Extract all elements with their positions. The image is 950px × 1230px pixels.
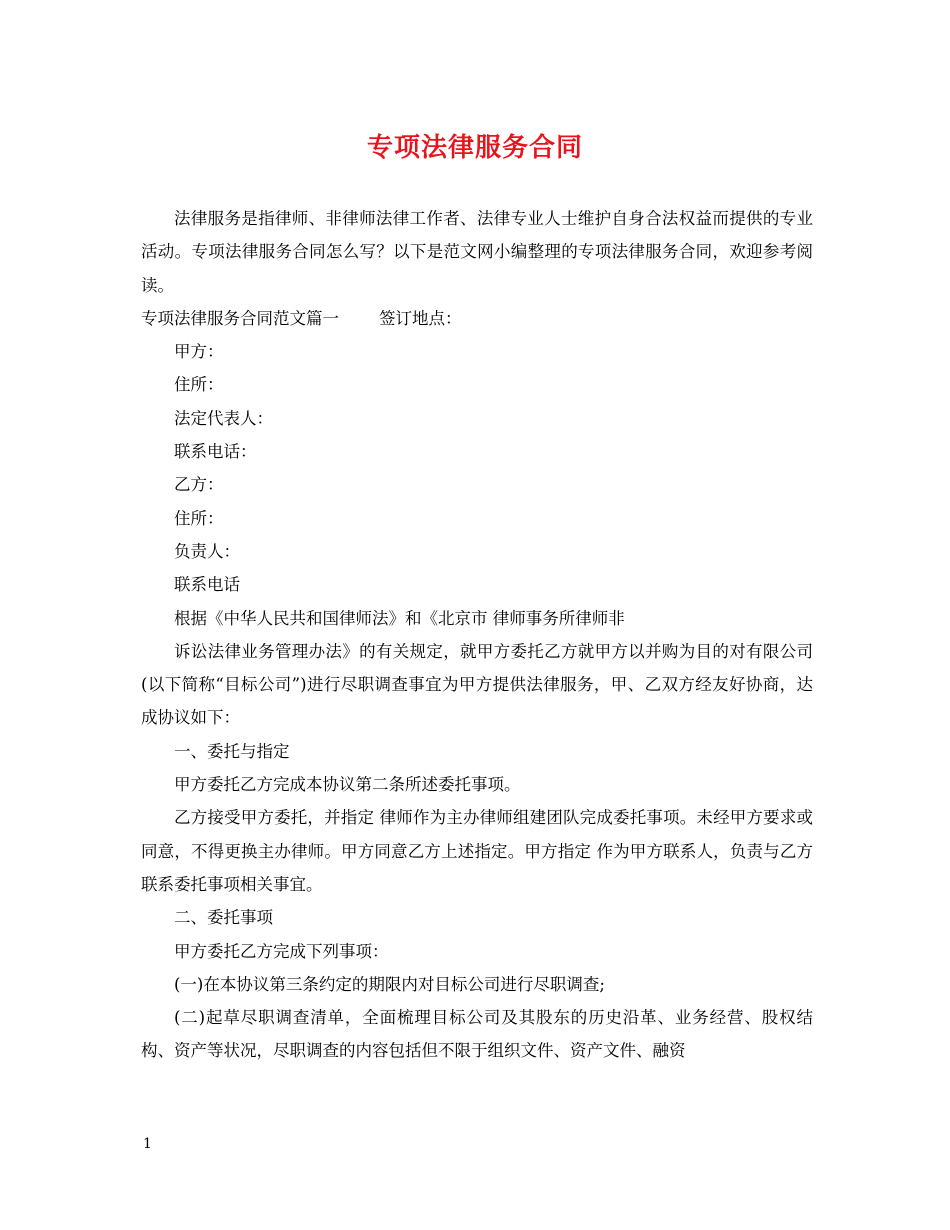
party-b-label: 乙方： [174,475,224,495]
document-title: 专项法律服务合同 [366,133,583,163]
basis-paragraph: 诉讼法律业务管理办法》的有关规定，就甲方委托乙方就甲方以并购为目的对有限公司(以下简称“目标公司”)进行尽职调查事宜为甲方提供法律服务，甲、乙双方经友好协商，达成协议如下： [141,641,813,728]
section-2-item-2: (二)起草尽职调查清单，全面梳理目标公司及其股东的历史沿革、业务经营、股权结构、资产等状况，尽职调查的内容包括但不限于组织文件、资产文件、融资 [141,1008,813,1061]
document-body [141,202,813,1068]
basis-line: 根据《中华人民共和国律师法》和《北京市 律师事务所律师非 [174,608,625,628]
phone-a-label: 联系电话： [174,442,257,462]
sign-place-label: 签订地点： [379,308,462,328]
intro-paragraph: 法律服务是指律师、非律师法律工作者、法律专业人士维护自身合法权益而提供的专业活动。专项法律服务合同怎么写？以下是范文网小编整理的专项法律服务合同，欢迎参考阅读。 [141,209,813,295]
sample-heading-line [141,302,813,335]
section-2-item-1: (一)在本协议第三条约定的期限内对目标公司进行尽职调查; [174,974,605,994]
page-number: 1 [143,1136,152,1152]
phone-b-label: 联系电话 [174,575,240,595]
section-2-paragraph-1: 甲方委托乙方完成下列事项： [174,941,389,961]
section-2-heading: 二、委托事项 [174,908,273,928]
party-a-label: 甲方： [174,342,224,362]
section-1-heading: 一、委托与指定 [174,741,290,761]
legal-rep-label: 法定代表人： [174,408,273,428]
address-b-label: 住所： [174,508,224,528]
section-1-paragraph-1: 甲方委托乙方完成本协议第二条所述委托事项。 [174,775,521,795]
sample-heading: 专项法律服务合同范文篇一 [141,308,339,328]
address-a-label: 住所： [174,375,224,395]
responsible-label: 负责人： [174,541,240,561]
section-1-paragraph-2: 乙方接受甲方委托，并指定 律师作为主办律师组建团队完成委托事项。未经甲方要求或同意，不得更换主办律师。甲方同意乙方上述指定。甲方指定 作为甲方联系人，负责与乙方联系委托事项相关事宜。 [141,808,813,894]
